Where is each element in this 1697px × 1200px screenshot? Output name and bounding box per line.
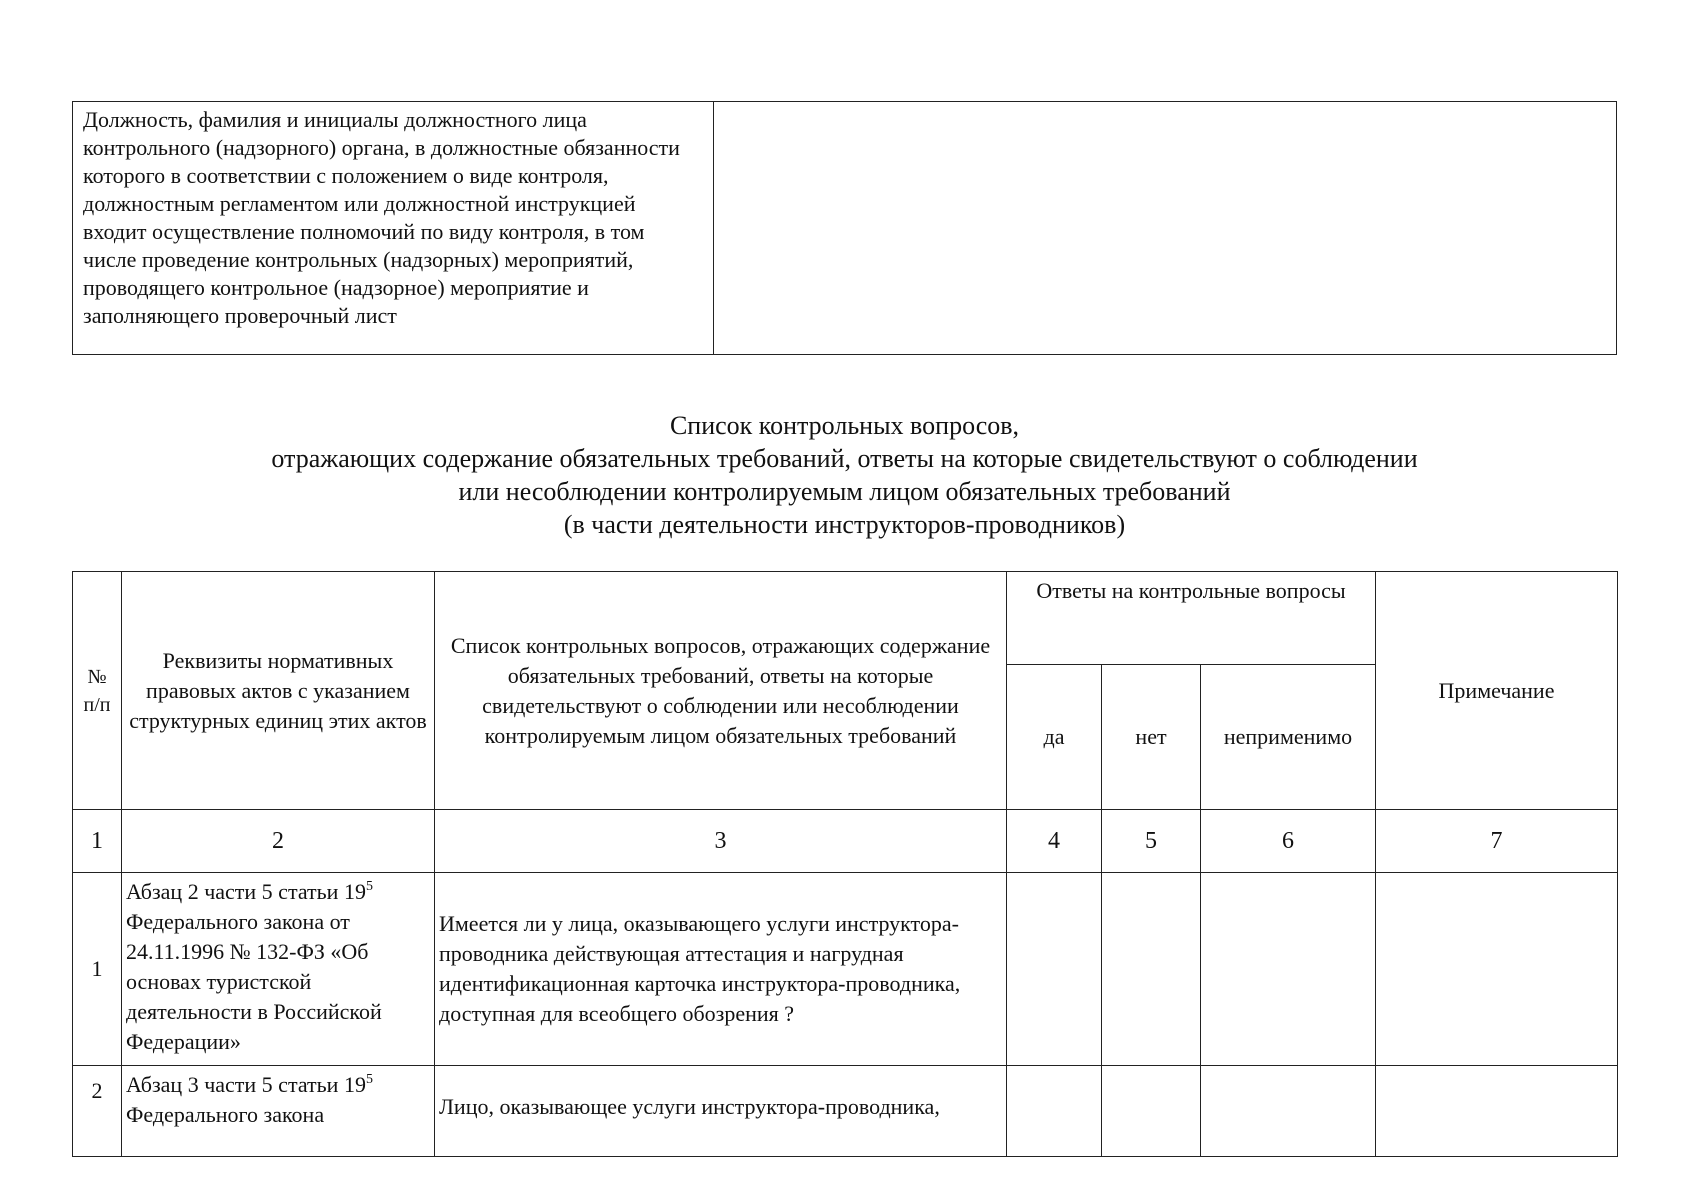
requisites-superscript: 5 (365, 879, 373, 894)
table-row (73, 873, 1618, 1066)
header-requisites: Реквизиты нормативных правовых актов с указанием структурных единиц этих актов (122, 572, 435, 810)
row-question: Имеется ли у лица, оказывающего услуги инструктора-проводника действующая аттестация и нагрудная идентификационная карточка инструктора-проводника, доступная для всеобщего обозрения ? (435, 873, 1007, 1066)
column-number: 1 (73, 810, 122, 873)
answer-yes-cell[interactable] (1007, 1066, 1102, 1157)
header-questions: Список контрольных вопросов, отражающих содержание обязательных требований, ответы на которые свидетельствуют о соблюдении или несоблюдении контролируемым лицом обязательных требований (435, 572, 1007, 810)
official-info-table (72, 101, 1617, 355)
checklist-table (72, 571, 1618, 1157)
heading-line-1: Список контрольных вопросов, (669, 411, 1020, 440)
header-number: № п/п (73, 572, 122, 810)
row-question: Лицо, оказывающее услуги инструктора-проводника, (435, 1066, 1007, 1157)
row-index: 1 (73, 873, 122, 1066)
requisites-superscript: 5 (365, 1072, 373, 1087)
column-number: 5 (1102, 810, 1201, 873)
column-number: 3 (435, 810, 1007, 873)
column-number: 4 (1007, 810, 1102, 873)
requisites-text-cont: Федерального закона от 24.11.1996 № 132-ФЗ «Об основах туристской деятельности в Российской Федерации» (126, 909, 382, 1054)
row-index: 2 (73, 1066, 122, 1157)
requisites-text: Абзац 3 части 5 статьи 19 (126, 1072, 366, 1097)
column-numbers-row (73, 810, 1618, 873)
header-not-applicable: неприменимо (1201, 665, 1376, 810)
official-info-row (73, 102, 1617, 355)
column-number: 2 (122, 810, 435, 873)
heading-line-4: (в части деятельности инструкторов-проводников) (563, 510, 1126, 539)
official-info-value (714, 102, 1617, 355)
answer-no-cell[interactable] (1102, 873, 1201, 1066)
note-cell[interactable] (1376, 1066, 1618, 1157)
row-requisites (122, 1066, 435, 1157)
heading-line-3: или несоблюдении контролируемым лицом обязательных требований (458, 477, 1231, 506)
header-note: Примечание (1376, 572, 1618, 810)
row-requisites (122, 873, 435, 1066)
table-row (73, 1066, 1618, 1157)
column-number: 6 (1201, 810, 1376, 873)
checklist-heading (72, 409, 1617, 541)
answer-not-applicable-cell[interactable] (1201, 1066, 1376, 1157)
official-info-label: Должность, фамилия и инициалы должностного лица контрольного (надзорного) органа, в должностные обязанности которого в соответствии с положением о виде контроля, должностным регламентом или должностной инструкцией входит осуществление полномочий по виду контроля, в том числе проведение контрольных (надзорных) мероприятий, проводящего контрольное (надзорное) мероприятие и заполняющего проверочный лист (73, 102, 714, 355)
header-answers: Ответы на контрольные вопросы (1007, 572, 1376, 665)
requisites-text-cont: Федерального закона (126, 1102, 325, 1127)
header-row (73, 572, 1618, 665)
answer-no-cell[interactable] (1102, 1066, 1201, 1157)
requisites-text: Абзац 2 части 5 статьи 19 (126, 879, 366, 904)
header-yes: да (1007, 665, 1102, 810)
column-number: 7 (1376, 810, 1618, 873)
answer-yes-cell[interactable] (1007, 873, 1102, 1066)
header-no: нет (1102, 665, 1201, 810)
note-cell[interactable] (1376, 873, 1618, 1066)
answer-not-applicable-cell[interactable] (1201, 873, 1376, 1066)
heading-line-2: отражающих содержание обязательных требований, ответы на которые свидетельствуют о соблюдении (271, 444, 1418, 473)
